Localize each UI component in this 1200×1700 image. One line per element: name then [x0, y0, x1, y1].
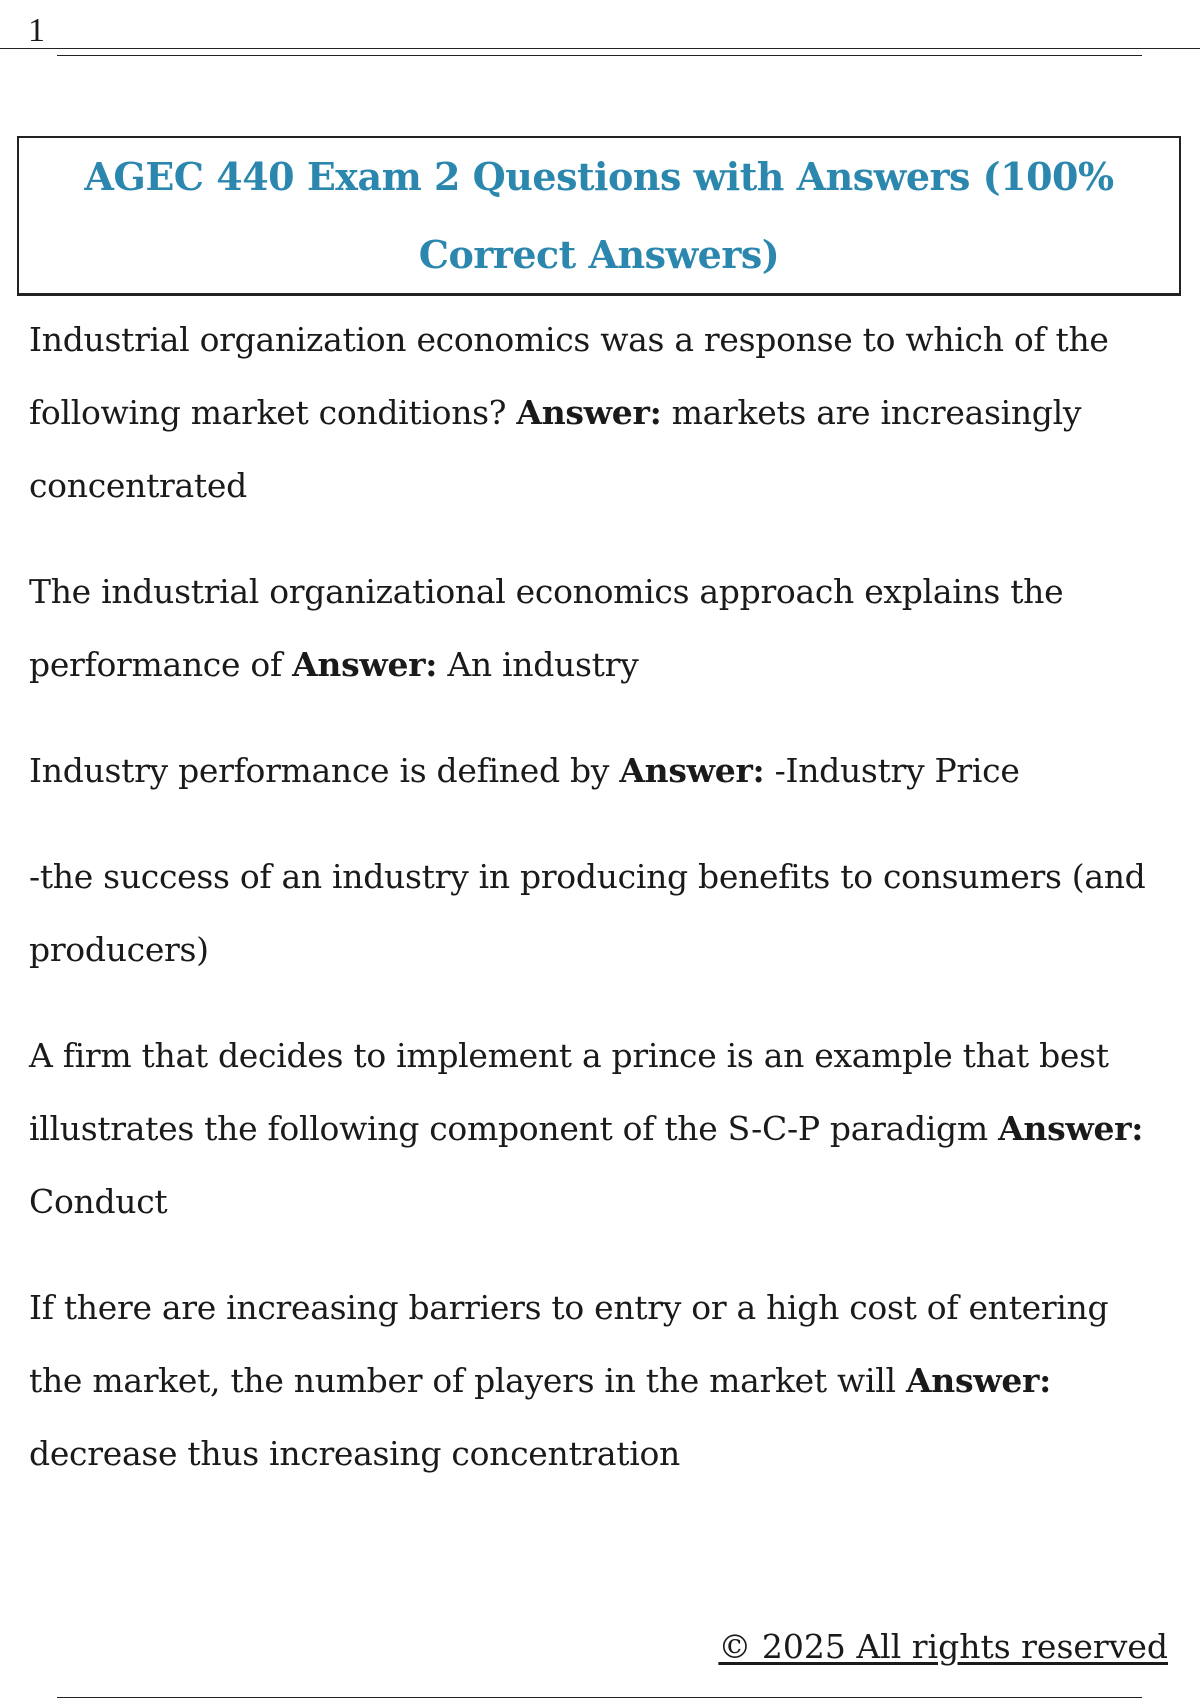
question-text: Industrial organization economics was a response to which of the following market conditions? — [29, 320, 1109, 432]
page-number: 1 — [28, 12, 45, 49]
qa-item-3 — [29, 734, 1149, 807]
answer-label: Answer: — [619, 751, 765, 790]
answer-label: Answer: — [292, 645, 438, 684]
question-text: A firm that decides to implement a prince is an example that best illustrates the following component of the S-C-P paradigm — [29, 1036, 1109, 1148]
header-rule-bottom — [57, 55, 1142, 56]
qa-item-5 — [29, 1019, 1149, 1238]
qa-item-4 — [29, 840, 1149, 986]
answer-text: Conduct — [29, 1182, 168, 1221]
answer-label: Answer: — [516, 393, 662, 432]
question-text: If there are increasing barriers to entry or a high cost of entering the market, the number of players in the market will — [29, 1288, 1109, 1400]
qa-item-6 — [29, 1271, 1149, 1490]
header-rule-top — [0, 48, 1200, 49]
answer-text: markets are increasingly concentrated — [29, 393, 1082, 505]
question-text: The industrial organizational economics approach explains the performance of — [29, 572, 1064, 684]
title-box — [17, 136, 1181, 296]
qa-list — [29, 303, 1149, 1523]
answer-label: Answer: — [905, 1361, 1051, 1400]
answer-label: Answer: — [998, 1109, 1144, 1148]
copyright-notice: © 2025 All rights reserved — [718, 1627, 1168, 1666]
question-text: -the success of an industry in producing benefits to consumers (and producers) — [29, 857, 1146, 969]
qa-item-1 — [29, 303, 1149, 522]
footer-rule — [57, 1697, 1142, 1698]
answer-text: An industry — [447, 645, 639, 684]
document-title: AGEC 440 Exam 2 Questions with Answers (100% Correct Answers) — [84, 153, 1114, 277]
answer-text: -Industry Price — [774, 751, 1020, 790]
question-text: Industry performance is defined by — [29, 751, 610, 790]
qa-item-2 — [29, 555, 1149, 701]
answer-text: decrease thus increasing concentration — [29, 1434, 681, 1473]
